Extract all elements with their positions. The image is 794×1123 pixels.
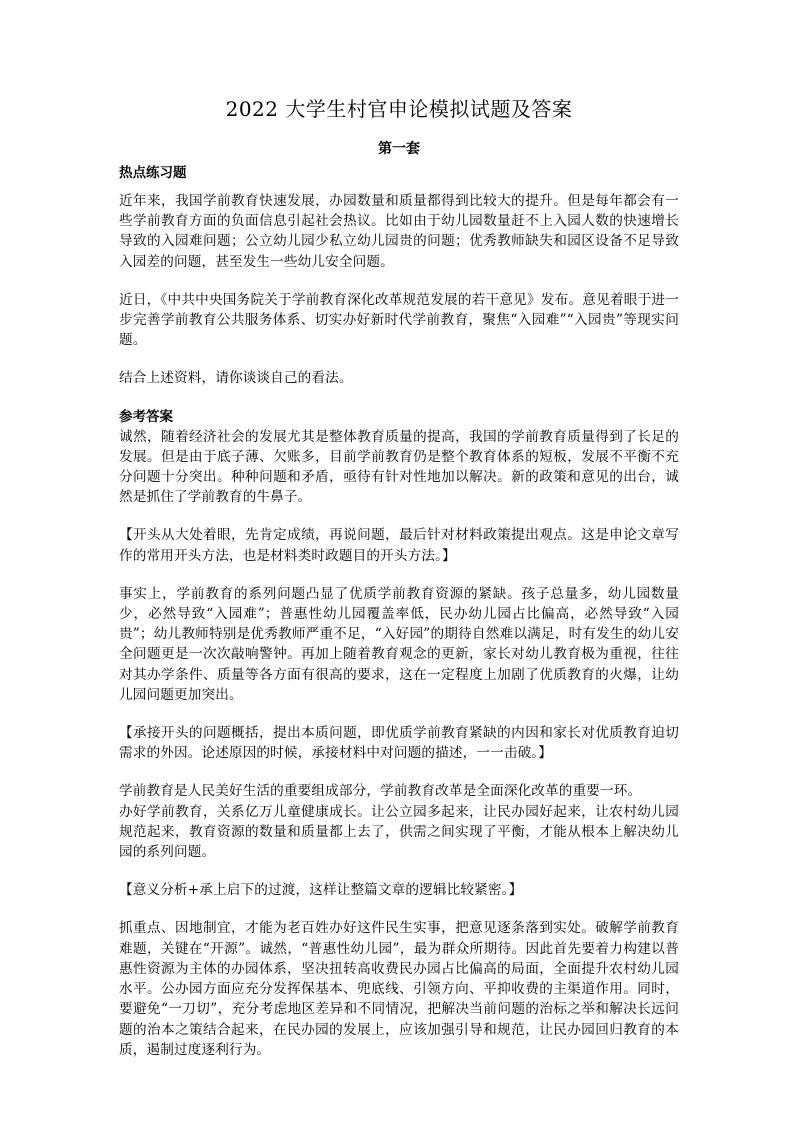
commentary-note-2: 【承接开头的问题概括，提出本质问题，即优质学前教育紧缺的内因和家长对优质教育迫切需求的外因。论述原因的时候，承接材料中对问题的描述，一一击破。】 [119, 725, 679, 762]
material-paragraph-1: 近年来，我国学前教育快速发展，办园数量和质量都得到比较大的提升。但是每年都会有一些学前教育方面的负面信息引起社会热议。比如由于幼儿园数量赶不上入园人数的快速增长导致的入园难问题；公立幼儿园少私立幼儿园贵的问题；优秀教师缺失和园区设备不足导致入园差的问题，甚至发生一些幼儿安全问题。 [119, 193, 679, 270]
material-paragraph-2: 近日，《中共中央国务院关于学前教育深化改革规范发展的若干意见》发布。意见着眼于进一步完善学前教育公共服务体系、切实办好新时代学前教育，聚焦“入园难”“入园贵”等现实问题。 [119, 291, 679, 349]
answer-paragraph-2: 事实上，学前教育的系列问题凸显了优质学前教育资源的紧缺。孩子总量多，幼儿园数量少，必然导致“入园难”；普惠性幼儿园覆盖率低，民办幼儿园占比偏高，必然导致“入园贵”；幼儿教师特别是优秀教师严重不足，“入好园”的期待自然难以满足，时有发生的幼儿安全问题更是一次次敲响警钟。再加上随着教育观念的更新，家长对幼儿教育极为重视，往往对其办学条件、质量等各方面有很高的要求，这在一定程度上加剧了优质教育的火爆，让幼儿园问题更加突出。 [119, 585, 679, 703]
commentary-note-3: 【意义分析+承上启下的过渡，这样让整篇文章的逻辑比较紧密。】 [119, 882, 523, 899]
document-title: 2022 大学生村官申论模拟试题及答案 [225, 97, 573, 121]
section-heading-practice: 热点练习题 [119, 165, 187, 181]
answer-paragraph-3b: 办好学前教育，关系亿万儿童健康成长。让公立园多起来，让民办园好起来，让农村幼儿园规范起来，教育资源的数量和质量都上去了，供需之间实现了平衡，才能从根本上解决幼儿园的系列问题。 [119, 803, 679, 861]
section-heading-answer: 参考答案 [119, 408, 173, 425]
question-text: 结合上述资料，请你谈谈自己的看法。 [119, 370, 353, 387]
commentary-note-1: 【开头从大处着眼，先肯定成绩，再说问题，最后针对材料政策提出观点。这是申论文章写作的常用开头方法，也是材料类时政题目的开头方法。】 [119, 527, 679, 564]
answer-paragraph-4: 抓重点、因地制宜，才能为老百姓办好这件民生实事，把意见逐条落到实处。破解学前教育难题，关键在“开源”。诚然，“普惠性幼儿园”，最为群众所期待。因此首先要着力构建以普惠性资源为主体的办园体系，坚决扭转高收费民办园占比偏高的局面，全面提升农村幼儿园水平。公办园方面应充分发挥保基本、兜底线、引领方向、平抑收费的主渠道作用。同时，要避免“一刀切”，充分考虑地区差异和不同情况，把解决当前问题的治标之举和解决长远问题的治本之策结合起来，在民办园的发展上，应该加强引导和规范，让民办园回归教育的本质，遏制过度逐利行为。 [119, 920, 679, 1058]
answer-paragraph-3a: 学前教育是人民美好生活的重要组成部分，学前教育改革是全面深化改革的重要一环。 [119, 783, 642, 800]
document-page [119, 95, 679, 1060]
set-title: 第一套 [378, 141, 420, 157]
answer-paragraph-1: 诚然，随着经济社会的发展尤其是整体教育质量的提高，我国的学前教育质量得到了长足的发展。但是由于底子薄、欠账多，目前学前教育仍是整个教育体系的短板，发展不平衡不充分问题十分突出。种种问题和矛盾，亟待有针对性地加以解决。新的政策和意见的出台，诚然是抓住了学前教育的牛鼻子。 [119, 428, 679, 506]
